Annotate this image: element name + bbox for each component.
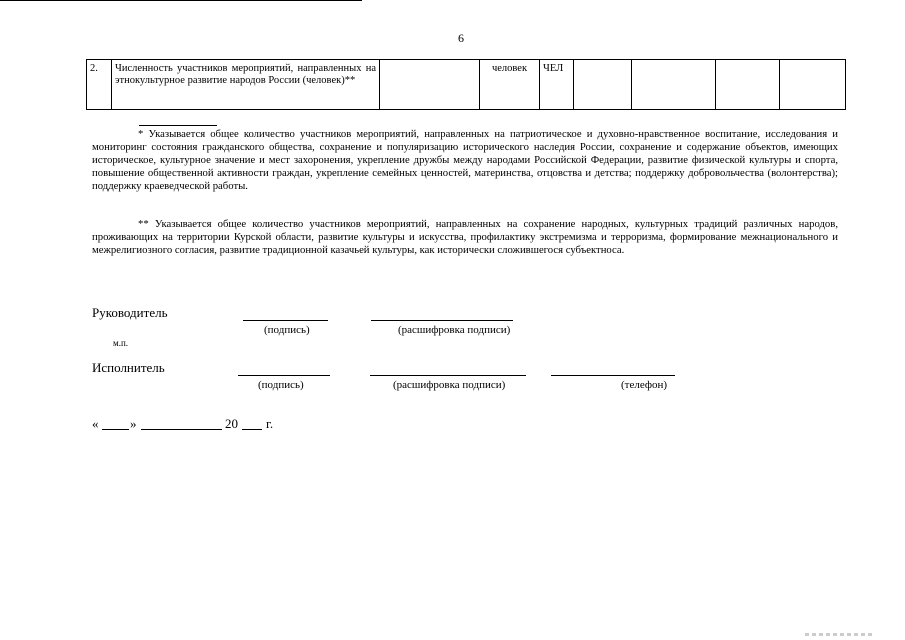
executor-label: Исполнитель xyxy=(92,360,165,375)
executor-decode-caption: (расшифровка подписи) xyxy=(393,379,506,391)
executor-sign-caption: (подпись) xyxy=(258,379,304,391)
stamp-label: м.п. xyxy=(113,338,129,348)
head-label: Руководитель xyxy=(92,305,168,320)
executor-sign-line xyxy=(238,375,330,376)
date-year-line xyxy=(242,429,262,430)
date-year-suffix: г. xyxy=(266,416,274,431)
footnote-rule xyxy=(139,125,217,126)
date-month-line xyxy=(141,429,222,430)
row-index: 2. xyxy=(87,60,112,110)
row-value-cell-4 xyxy=(780,60,846,110)
page-number: 6 xyxy=(458,31,464,45)
date-day-line xyxy=(102,429,129,430)
top-rule xyxy=(0,0,362,1)
footnote-1: * Указывается общее количество участников мероприятий, направленных на патриотическое и духовно-нравственное воспитание, исследования и мониторинг состояния гражданского общества, сохранение и популяризацию исторического наследия России, сохранение и содержание объектов, имеющих историческое, культурное значение и мест захоронения, укрепление дружбы между народами Российской Федерации, развитие физической культуры и спорта, повышение общественной активности граждан, укрепление семейных ценностей, материнства, отцовства и детства; поддержку добровольчества (волонтерства); поддержку краеведческой работы. xyxy=(92,128,838,192)
row-value-cell-1 xyxy=(574,60,632,110)
date-year-prefix: 20 xyxy=(225,416,238,431)
date-close-quote: » xyxy=(130,416,137,431)
row-code: ЧЕЛ xyxy=(540,60,574,110)
head-sign-line xyxy=(243,320,328,321)
row-value-cell-2 xyxy=(632,60,716,110)
head-decode-caption: (расшифровка подписи) xyxy=(398,324,511,336)
row-unit: человек xyxy=(480,60,540,110)
footnote-2: ** Указывается общее количество участников мероприятий, направленных на сохранение народных, культурных традиций различных народов, проживающих на территории Курской области, развитие культуры и искусства, профилактику экстремизма и терроризма, формирование межнационального и межрелигиозного согласия, развитие традиционной казачьей культуры, как исторически сложившегося субъектноса. xyxy=(92,218,838,256)
date-open-quote: « xyxy=(92,416,99,431)
row-value-cell-3 xyxy=(716,60,780,110)
head-sign-caption: (подпись) xyxy=(264,324,310,336)
executor-decode-line xyxy=(370,375,526,376)
indicator-table xyxy=(86,59,846,110)
table-row xyxy=(87,60,846,110)
scan-mark xyxy=(805,633,875,636)
executor-phone-line xyxy=(551,375,675,376)
phone-caption: (телефон) xyxy=(621,379,668,391)
head-decode-line xyxy=(371,320,513,321)
row-blank-cell xyxy=(380,60,480,110)
row-description: Численность участников мероприятий, направленных на этнокультурное развитие народов России (человек)** xyxy=(112,60,380,110)
